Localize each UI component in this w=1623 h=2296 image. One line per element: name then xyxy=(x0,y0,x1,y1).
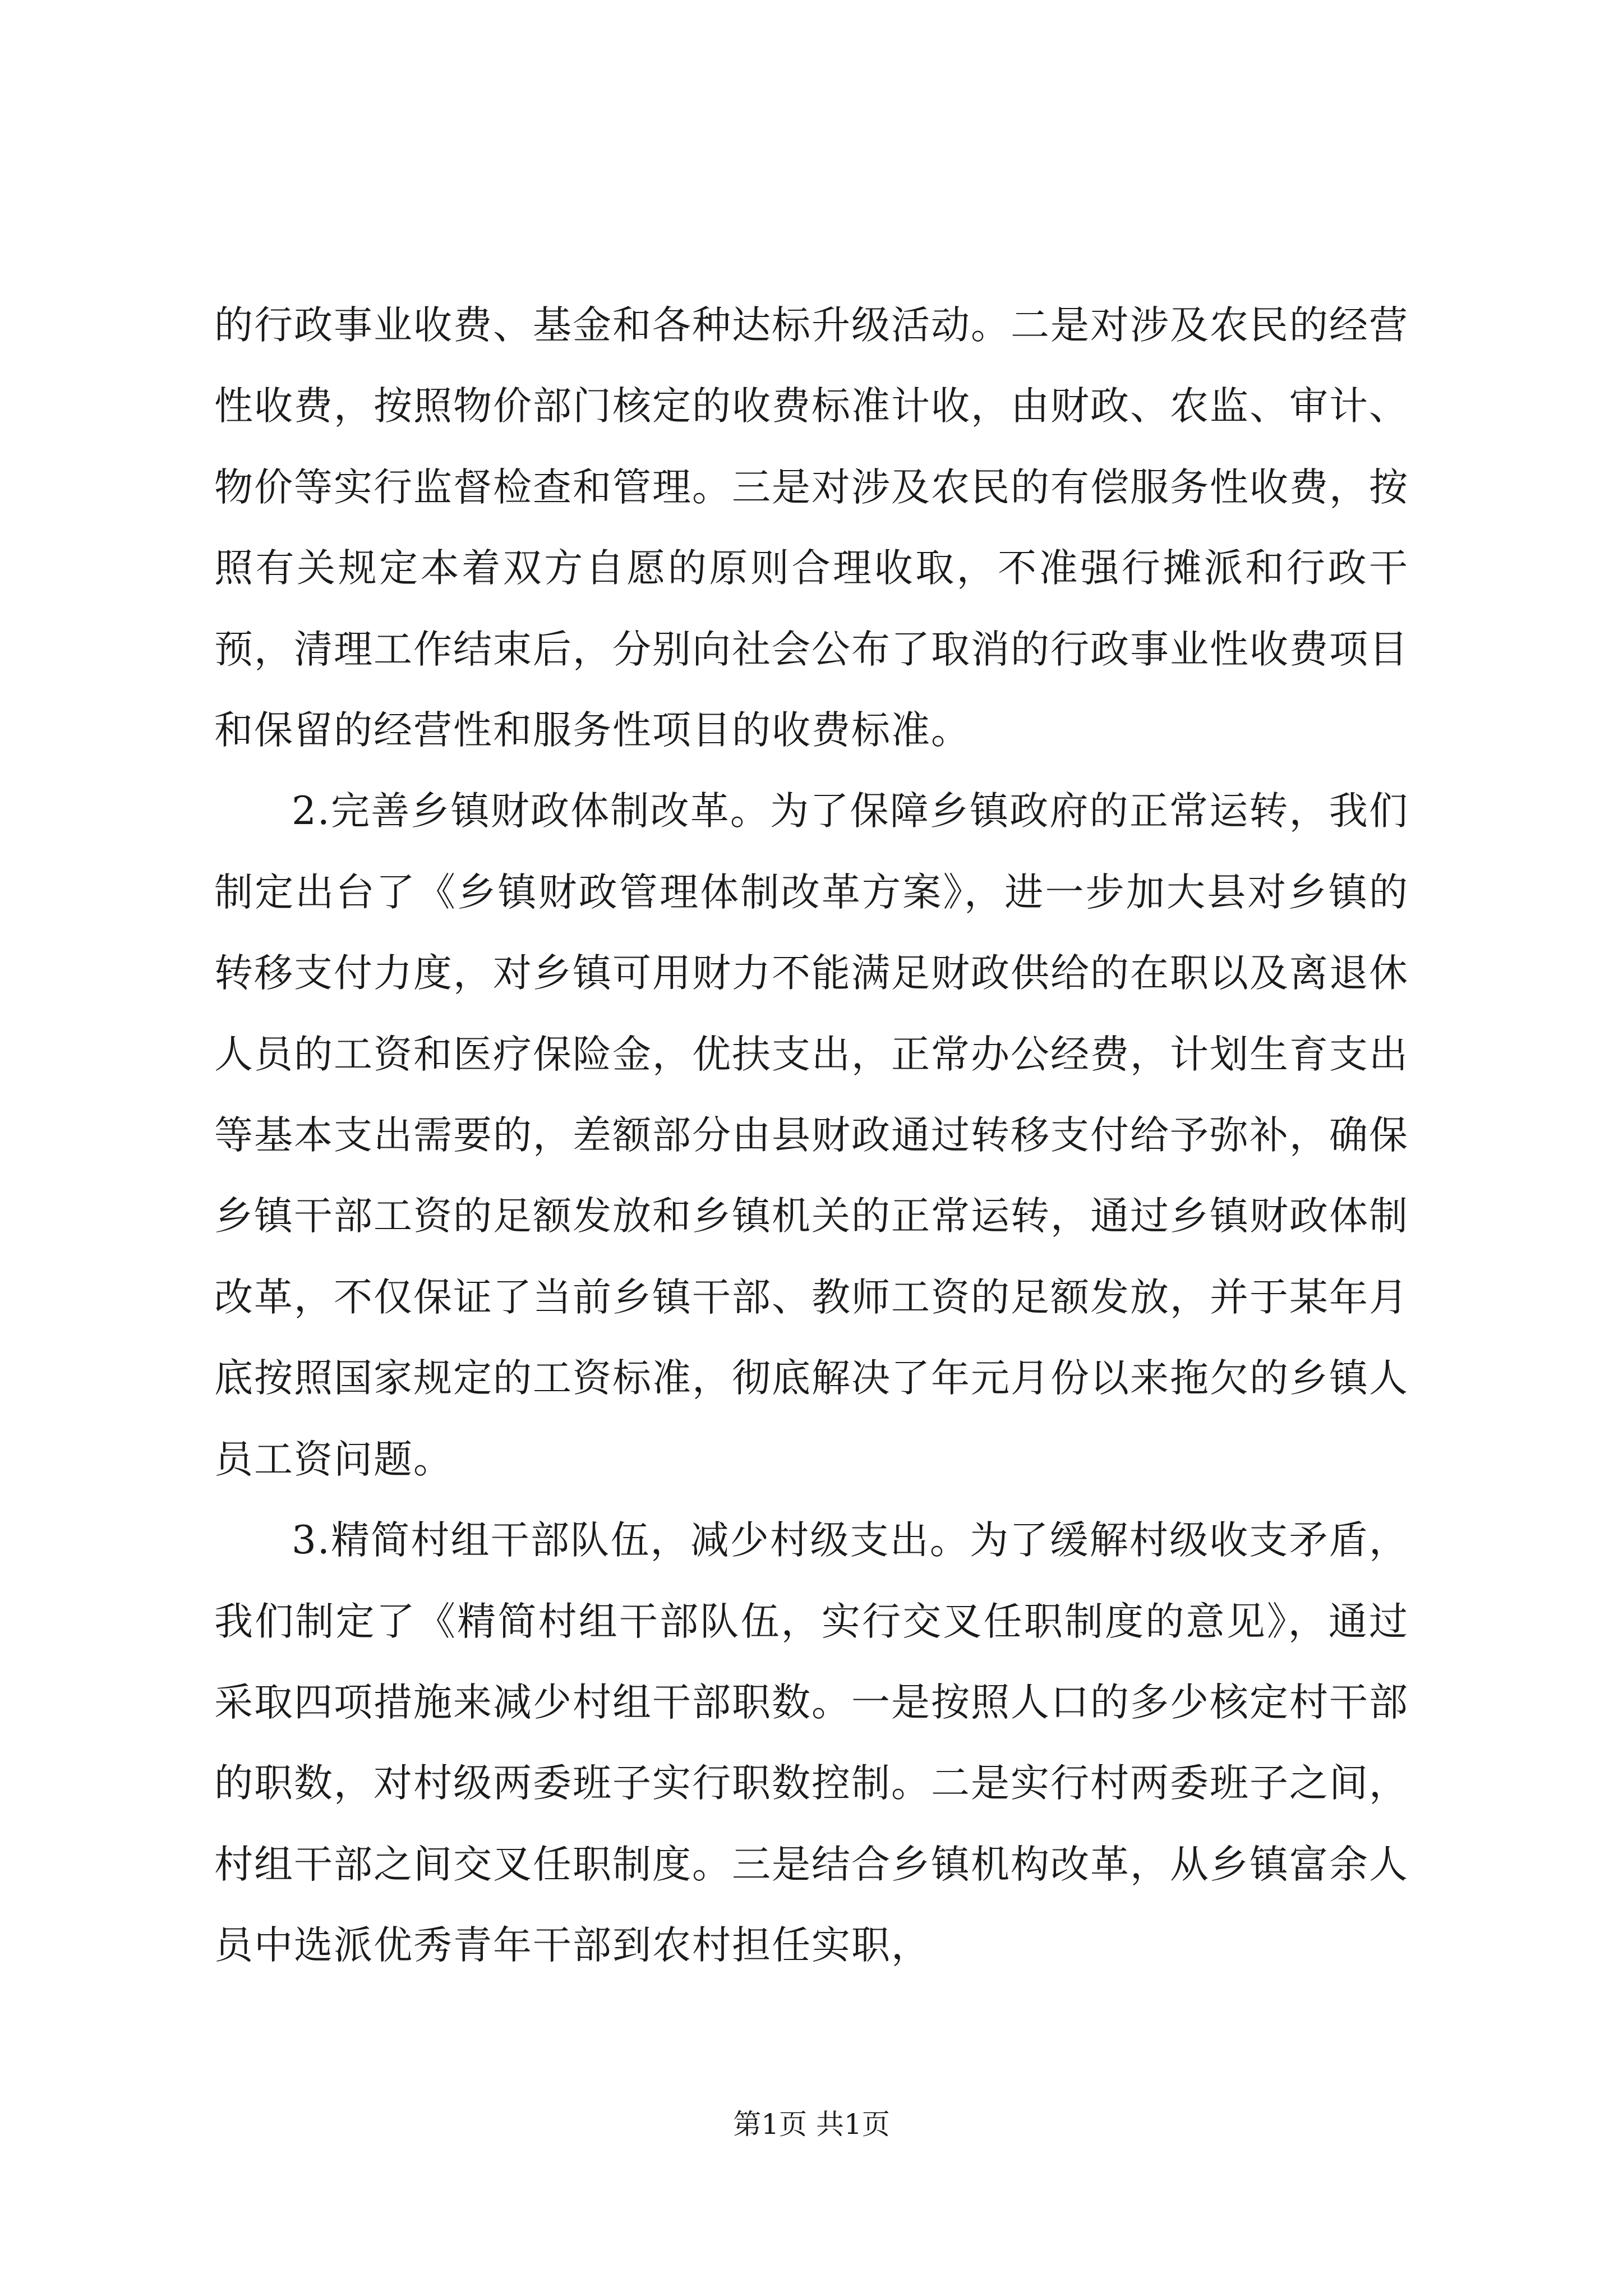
paragraph-continued: 的行政事业收费、基金和各种达标升级活动。二是对涉及农民的经营性收费，按照物价部门核定的收费标准计收，由财政、农监、审计、物价等实行监督检查和管理。三是对涉及农民的有偿服务性收费，按照有关规定本着双方自愿的原则合理收取，不准强行摊派和行政干预，清理工作结束后，分别向社会公布了取消的行政事业性收费项目和保留的经营性和服务性项目的收费标准。 xyxy=(214,303,1409,753)
page-footer: 第1页 共1页 xyxy=(733,2108,890,2141)
paragraph-fiscal-reform: 2.完善乡镇财政体制改革。为了保障乡镇政府的正常运转，我们制定出台了《乡镇财政管理体制改革方案》，进一步加大县对乡镇的转移支付力度，对乡镇可用财力不能满足财政供给的在职以及离退休人员的工资和医疗保险金，优扶支出，正常办公经费，计划生育支出等基本支出需要的，差额部分由县财政通过转移支付给予弥补，确保乡镇干部工资的足额发放和乡镇机关的正常运转，通过乡镇财政体制改革，不仅保证了当前乡镇干部、教师工资的足额发放，并于某年月底按照国家规定的工资标准，彻底解决了年元月份以来拖欠的乡镇人员工资问题。 xyxy=(214,789,1409,1482)
document-body xyxy=(214,285,1409,1986)
paragraph-village-cadres: 3.精简村组干部队伍，减少村级支出。为了缓解村级收支矛盾，我们制定了《精简村组干部队伍，实行交叉任职制度的意见》，通过采取四项措施来减少村组干部职数。一是按照人口的多少核定村干部的职数，对村级两委班子实行职数控制。二是实行村两委班子之间，村组干部之间交叉任职制度。三是结合乡镇机构改革，从乡镇富余人员中选派优秀青年干部到农村担任实职， xyxy=(214,1518,1409,1968)
